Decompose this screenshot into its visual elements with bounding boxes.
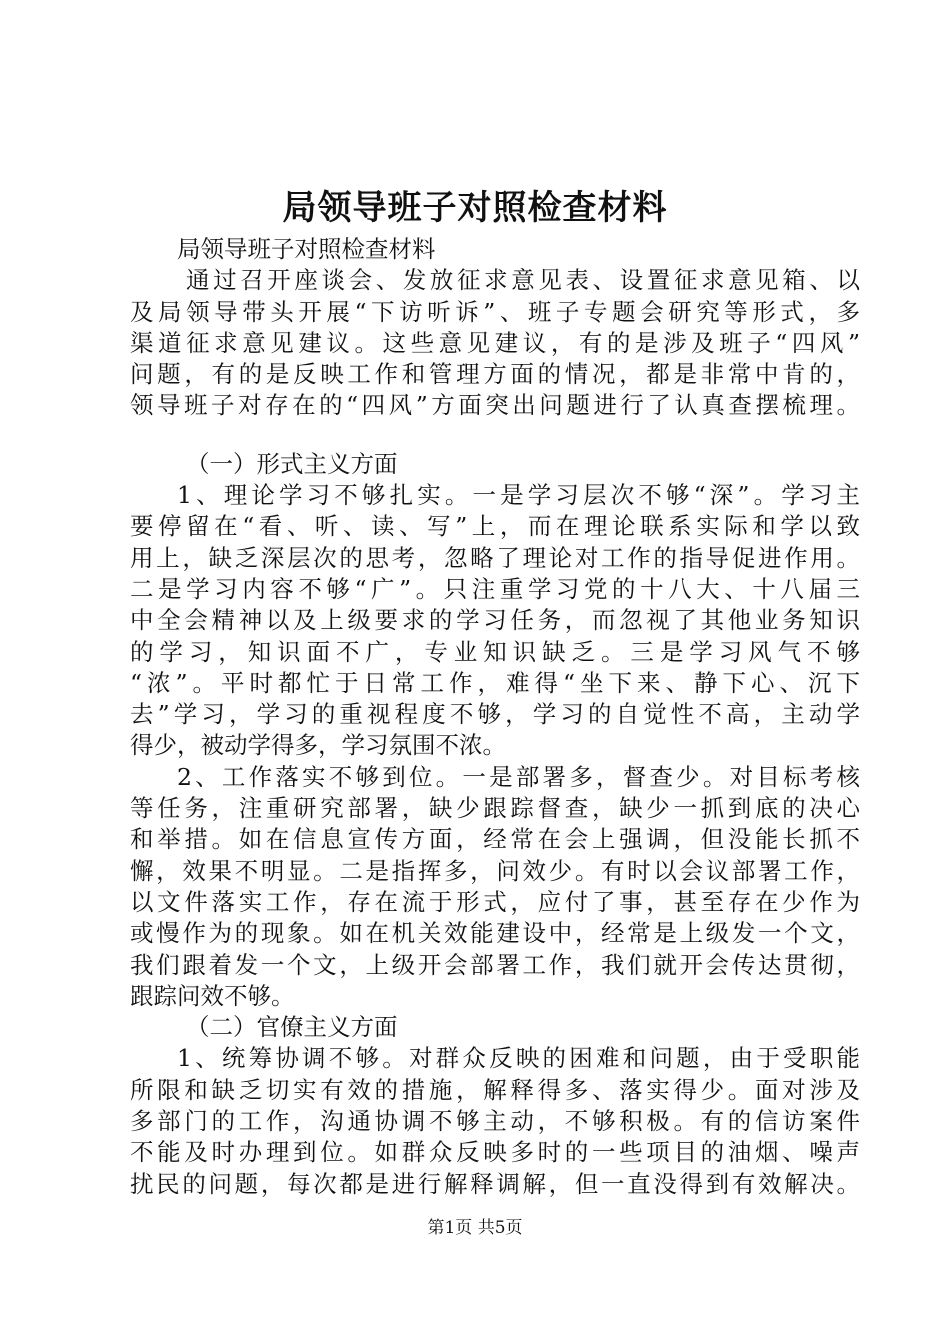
paragraph-line: 所限和缺乏切实有效的措施，解释得多、落实得少。面对涉及	[130, 1075, 860, 1104]
document-title: 局领导班子对照检查材料	[282, 188, 668, 228]
paragraph-line: 二是学习内容不够“广”。只注重学习党的十八大、十八届三	[130, 574, 860, 603]
paragraph-line: 扰民的问题，每次都是进行解释调解，但一直没得到有效解决。	[130, 1169, 860, 1198]
paragraph-line: 问题，有的是反映工作和管理方面的情况，都是非常中肯的，	[130, 360, 860, 389]
subtitle-line: 局领导班子对照检查材料	[177, 235, 436, 263]
paragraph-line: 用上，缺乏深层次的思考，忽略了理论对工作的指导促进作用。	[130, 543, 860, 572]
paragraph-line: 1、统筹协调不够。对群众反映的困难和问题，由于受职能	[177, 1044, 860, 1073]
section-heading: （一）形式主义方面	[186, 449, 398, 478]
paragraph-line: 多部门的工作，沟通协调不够主动，不够积极。有的信访案件	[130, 1107, 860, 1136]
paragraph-line: 跟踪问效不够。	[130, 981, 295, 1010]
paragraph-line: 和举措。如在信息宣传方面，经常在会上强调，但没能长抓不	[130, 825, 860, 854]
paragraph-line: 渠道征求意见建议。这些意见建议，有的是涉及班子“四风”	[130, 328, 860, 357]
paragraph-line: 我们跟着发一个文，上级开会部署工作，我们就开会传达贯彻，	[130, 950, 860, 979]
paragraph-line: 的学习，知识面不广，专业知识缺乏。三是学习风气不够	[130, 637, 860, 666]
document-body	[130, 234, 860, 1200]
paragraph-line: 中全会精神以及上级要求的学习任务，而忽视了其他业务知识	[130, 606, 860, 635]
paragraph-gap	[130, 422, 860, 449]
paragraph-line: “浓”。平时都忙于日常工作，难得“坐下来、静下心、沉下	[130, 668, 860, 697]
paragraph-line: 去”学习，学习的重视程度不够，学习的自觉性不高，主动学	[130, 700, 860, 729]
paragraph-line: 1、理论学习不够扎实。一是学习层次不够“深”。学习主	[177, 481, 860, 510]
paragraph-line: 懈，效果不明显。二是指挥多，问效少。有时以会议部署工作，	[130, 856, 860, 885]
paragraph-line: 或慢作为的现象。如在机关效能建设中，经常是上级发一个文，	[130, 919, 860, 948]
section-heading: （二）官僚主义方面	[186, 1013, 398, 1042]
page-footer: 第1页 共5页	[427, 1218, 523, 1238]
paragraph-line: 及局领导带头开展“下访听诉”、班子专题会研究等形式，多	[130, 297, 860, 326]
paragraph-line: 等任务，注重研究部署，缺少跟踪督查，缺少一抓到底的决心	[130, 794, 860, 823]
paragraph-line: 2、工作落实不够到位。一是部署多，督查少。对目标考核	[177, 762, 860, 791]
paragraph-line: 领导班子对存在的“四风”方面突出问题进行了认真查摆梳理。	[130, 391, 860, 420]
paragraph-line: 要停留在“看、听、读、写”上，而在理论联系实际和学以致	[130, 512, 860, 541]
paragraph-line: 不能及时办理到位。如群众反映多时的一些项目的油烟、噪声	[130, 1138, 860, 1167]
paragraph-line: 得少，被动学得多，学习氛围不浓。	[130, 731, 506, 760]
paragraph-line: 以文件落实工作，存在流于形式，应付了事，甚至存在少作为	[130, 887, 860, 916]
paragraph-line: 通过召开座谈会、发放征求意见表、设置征求意见箱、以	[186, 266, 860, 295]
